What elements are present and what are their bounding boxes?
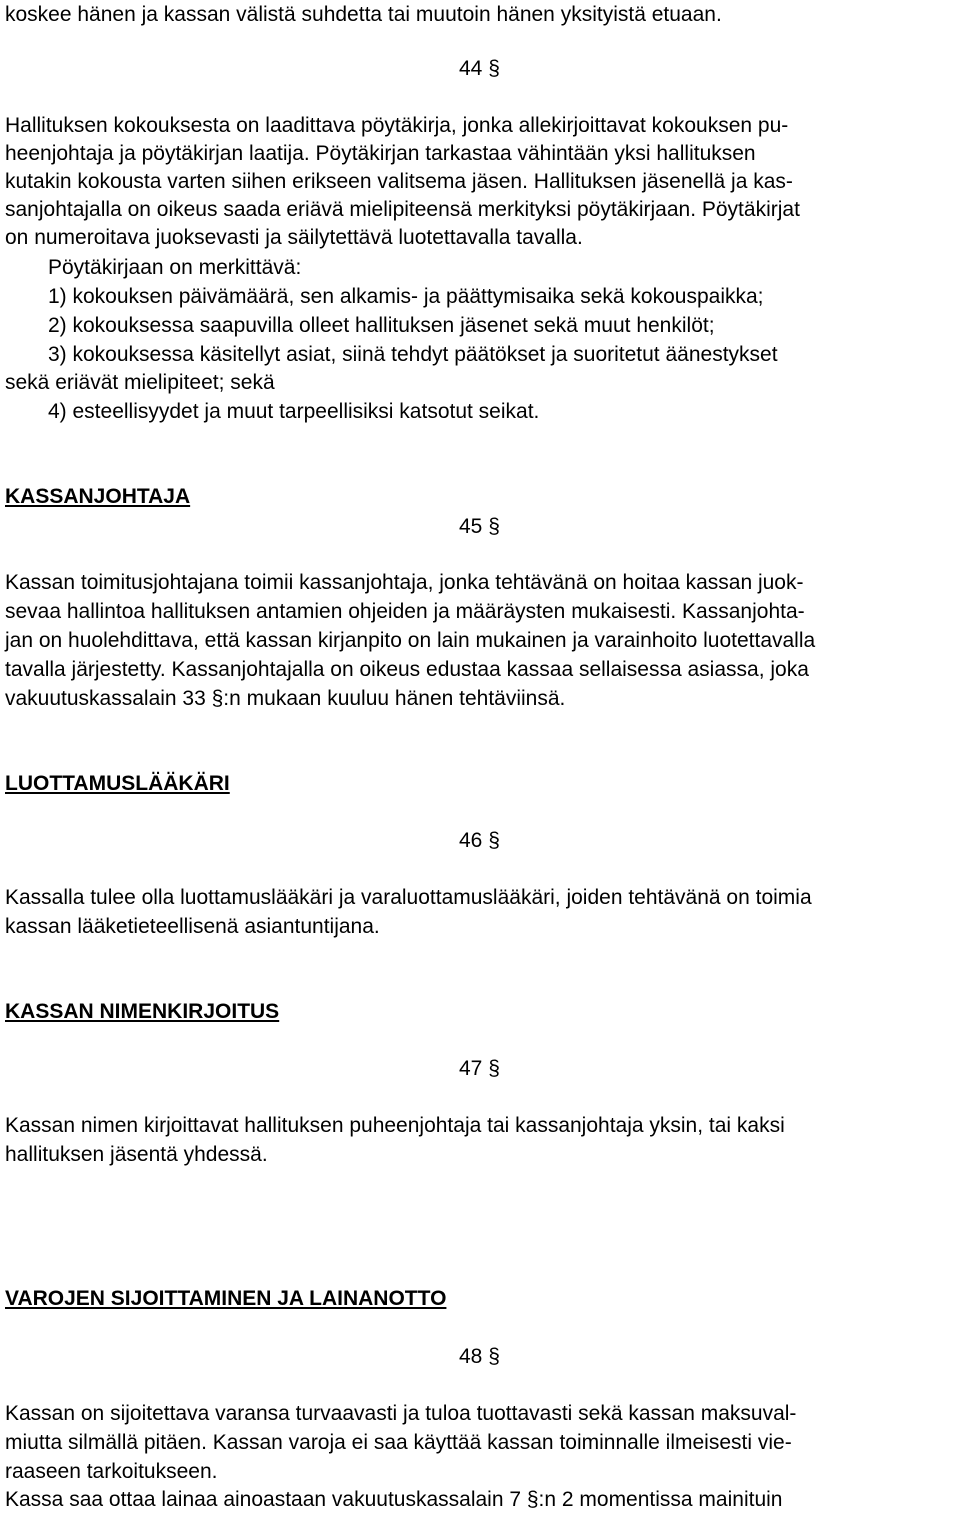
section-44-line-3: kutakin kokousta varten siihen erikseen valitsema jäsen. Hallituksen jäsenellä ja kas- <box>5 170 793 193</box>
section-44-item-3: 3) kokouksessa käsitellyt asiat, siinä tehdyt päätökset ja suoritetut äänestykset <box>48 343 778 366</box>
section-44-list-intro: Pöytäkirjaan on merkittävä: <box>48 256 302 279</box>
section-48-heading: VAROJEN SIJOITTAMINEN JA LAINANOTTO <box>5 1287 447 1310</box>
section-44-line-5: on numeroitava juoksevasti ja säilytettävä luotettavalla tavalla. <box>5 226 583 249</box>
section-47-line-2: hallituksen jäsentä yhdessä. <box>5 1143 268 1166</box>
section-47-heading: KASSAN NIMENKIRJOITUS <box>5 1000 280 1023</box>
section-46-heading: LUOTTAMUSLÄÄKÄRI <box>5 772 230 795</box>
section-45-line-5: vakuutuskassalain 33 §:n mukaan kuuluu hänen tehtäviinsä. <box>5 687 566 710</box>
section-44-item-3-cont: sekä eriävät mielipiteet; sekä <box>5 371 275 394</box>
section-44-line-4: sanjohtajalla on oikeus saada eriävä mielipiteensä merkityksi pöytäkirjaan. Pöytäkirjat <box>5 198 800 221</box>
section-47-number: 47 § <box>459 1057 500 1080</box>
section-45-line-1: Kassan toimitusjohtajana toimii kassanjohtaja, jonka tehtävänä on hoitaa kassan juok- <box>5 571 804 594</box>
section-46-line-2: kassan lääketieteellisenä asiantuntijana. <box>5 915 380 938</box>
section-44-number: 44 § <box>459 57 500 80</box>
section-45-heading: KASSANJOHTAJA <box>5 485 191 508</box>
section-48-line-4: Kassa saa ottaa lainaa ainoastaan vakuutuskassalain 7 §:n 2 momentissa mainituin <box>5 1488 783 1511</box>
section-44-item-1: 1) kokouksen päivämäärä, sen alkamis- ja päättymisaika sekä kokouspaikka; <box>48 285 764 308</box>
section-46-line-1: Kassalla tulee olla luottamuslääkäri ja varaluottamuslääkäri, joiden tehtävänä on toimia <box>5 886 812 909</box>
section-45-line-4: tavalla järjestetty. Kassanjohtajalla on oikeus edustaa kassaa sellaisessa asiassa, joka <box>5 658 809 681</box>
section-44-line-1: Hallituksen kokouksesta on laadittava pöytäkirja, jonka allekirjoittavat kokouksen pu- <box>5 114 789 137</box>
section-48-number: 48 § <box>459 1345 500 1368</box>
section-44-line-2: heenjohtaja ja pöytäkirjan laatija. Pöytäkirjan tarkastaa vähintään yksi hallituksen <box>5 142 756 165</box>
section-46-number: 46 § <box>459 829 500 852</box>
section-44-item-4: 4) esteellisyydet ja muut tarpeellisiksi katsotut seikat. <box>48 400 540 423</box>
section-48-line-2: miutta silmällä pitäen. Kassan varoja ei saa käyttää kassan toiminnalle ilmeisesti vie- <box>5 1431 792 1454</box>
section-47-line-1: Kassan nimen kirjoittavat hallituksen puheenjohtaja tai kassanjohtaja yksin, tai kaksi <box>5 1114 785 1137</box>
section-45-line-3: jan on huolehdittava, että kassan kirjanpito on lain mukainen ja varainhoito luotettavalla <box>5 629 816 652</box>
section-48-line-1: Kassan on sijoitettava varansa turvaavasti ja tuloa tuottavasti sekä kassan maksuval- <box>5 1402 797 1425</box>
section-45-line-2: sevaa hallintoa hallituksen antamien ohjeiden ja määräysten mukaisesti. Kassanjohta- <box>5 600 805 623</box>
section-45-number: 45 § <box>459 515 500 538</box>
section-48-line-3: raaseen tarkoitukseen. <box>5 1460 218 1483</box>
intro-line: koskee hänen ja kassan välistä suhdetta tai muutoin hänen yksityistä etuaan. <box>5 3 722 26</box>
section-44-item-2: 2) kokouksessa saapuvilla olleet hallituksen jäsenet sekä muut henkilöt; <box>48 314 715 337</box>
